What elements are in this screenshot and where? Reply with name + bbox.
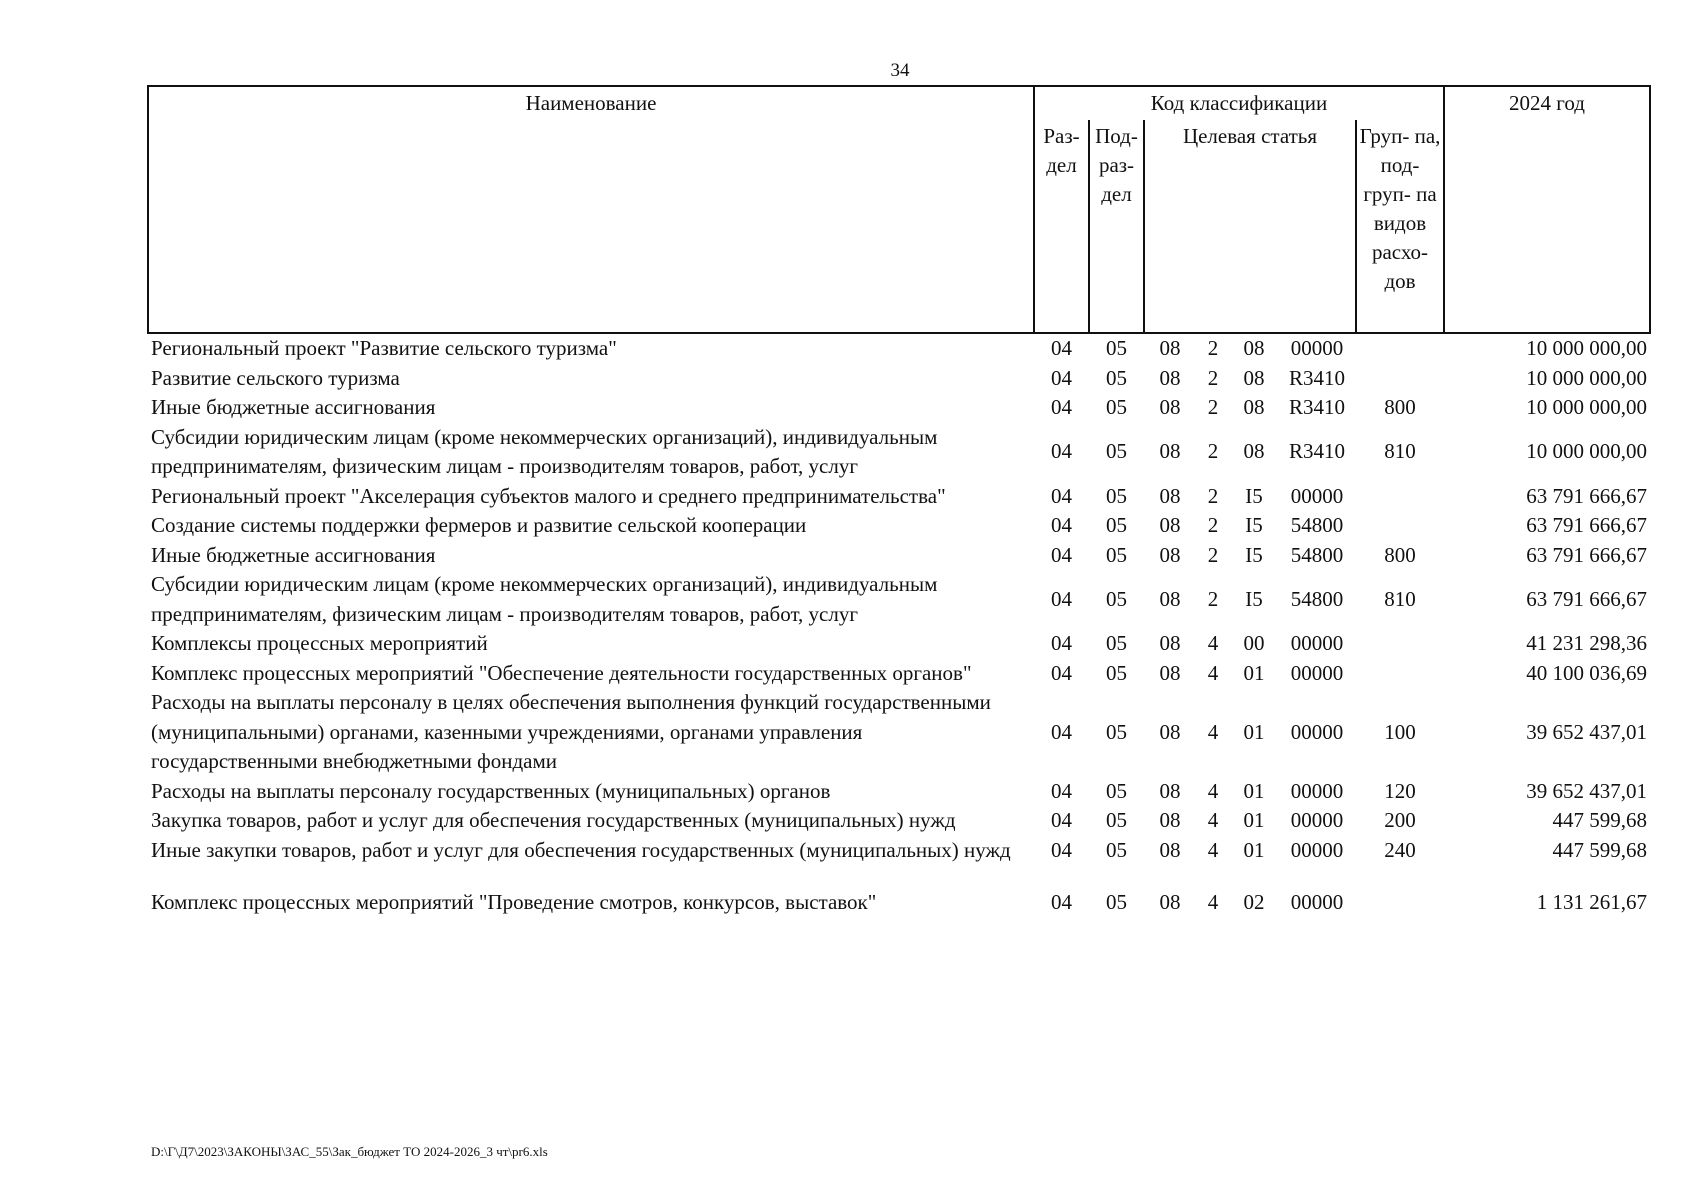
row-expense-type xyxy=(1356,629,1444,659)
row-name: Комплекс процессных мероприятий "Проведение смотров, конкурсов, выставок" xyxy=(151,889,877,914)
row-section: 04 xyxy=(1051,542,1072,567)
row-name: Комплекс процессных мероприятий "Обеспечение деятельности государственных органов" xyxy=(151,660,972,685)
row-section: 04 xyxy=(1051,483,1072,508)
row-target-direction: 00000 xyxy=(1290,837,1344,862)
page-number: 34 xyxy=(890,60,910,81)
row-expense-type xyxy=(1356,511,1444,541)
header-target-article: Целевая статья xyxy=(1144,120,1356,333)
row-target-type: 2 xyxy=(1207,483,1219,508)
row-section: 04 xyxy=(1051,837,1072,862)
row-target-program: 08 xyxy=(1159,483,1181,508)
row-target-type: 4 xyxy=(1207,808,1219,832)
row-amount: 447 599,68 xyxy=(1552,808,1648,832)
table-row xyxy=(148,570,1650,629)
header-year: 2024 год xyxy=(1444,86,1650,333)
row-expense-type xyxy=(1356,364,1444,394)
row-expense-type xyxy=(1356,659,1444,689)
row-target-program: 08 xyxy=(1159,439,1181,464)
row-name: Развитие сельского туризма xyxy=(151,365,400,390)
row-subsection: 05 xyxy=(1106,483,1127,508)
row-target-event: 01 xyxy=(1243,778,1265,803)
row-expense-type: 100 xyxy=(1384,719,1416,744)
row-target-program: 08 xyxy=(1159,660,1181,685)
row-target-direction: 00000 xyxy=(1290,631,1344,655)
row-section: 04 xyxy=(1051,395,1072,419)
row-section: 04 xyxy=(1051,660,1072,685)
row-target-event: I5 xyxy=(1245,483,1263,508)
budget-table xyxy=(147,85,1651,917)
row-target-program: 08 xyxy=(1159,719,1181,744)
row-amount: 10 000 000,00 xyxy=(1526,395,1648,419)
row-expense-type: 810 xyxy=(1384,586,1416,611)
row-subsection: 05 xyxy=(1106,513,1127,537)
row-target-program: 08 xyxy=(1159,336,1181,360)
row-target-program: 08 xyxy=(1159,837,1181,862)
row-subsection: 05 xyxy=(1106,365,1127,390)
table-row xyxy=(148,511,1650,541)
row-section: 04 xyxy=(1051,808,1072,832)
row-name: Региональный проект "Акселерация субъектов малого и среднего предпринимательства" xyxy=(151,483,946,508)
table-row xyxy=(148,865,1650,917)
row-target-program: 08 xyxy=(1159,778,1181,803)
row-section: 04 xyxy=(1051,365,1072,390)
table-row xyxy=(148,806,1650,836)
row-subsection: 05 xyxy=(1106,660,1127,685)
row-target-event: I5 xyxy=(1245,513,1263,537)
row-target-program: 08 xyxy=(1159,542,1181,567)
row-subsection: 05 xyxy=(1106,778,1127,803)
row-name: Региональный проект "Развитие сельского туризма" xyxy=(151,336,617,360)
row-expense-type: 800 xyxy=(1384,542,1416,567)
row-target-event: 02 xyxy=(1243,889,1265,914)
header-subsection: Под- раз- дел xyxy=(1089,120,1144,333)
row-name: Расходы на выплаты персоналу в целях обеспечения выполнения функций государственными (муниципальными) органами, казенными учреждениями, органами управления государственными внебюджетными фондами xyxy=(151,690,991,773)
row-target-direction: 00000 xyxy=(1290,660,1344,685)
row-section: 04 xyxy=(1051,889,1072,914)
row-target-direction: 00000 xyxy=(1290,483,1344,508)
row-target-type: 4 xyxy=(1207,660,1219,685)
table-row xyxy=(148,688,1650,777)
row-target-direction: 00000 xyxy=(1290,808,1344,832)
row-name: Создание системы поддержки фермеров и развитие сельской кооперации xyxy=(151,513,807,537)
row-amount: 1 131 261,67 xyxy=(1536,889,1648,914)
row-amount: 39 652 437,01 xyxy=(1526,719,1648,744)
header-code-group: Код классификации xyxy=(1034,86,1444,120)
row-expense-type: 200 xyxy=(1384,808,1416,832)
row-subsection: 05 xyxy=(1106,395,1127,419)
table-row xyxy=(148,333,1650,364)
row-expense-type xyxy=(1356,865,1444,917)
table-row xyxy=(148,777,1650,807)
file-path: D:\Г\Д7\2023\ЗАКОНЫ\ЗАС_55\Зак_бюджет ТО 2024-2026_3 чт\pr6.xls xyxy=(151,1144,548,1159)
row-section: 04 xyxy=(1051,513,1072,537)
row-amount: 63 791 666,67 xyxy=(1526,513,1648,537)
row-target-direction: R3410 xyxy=(1288,439,1345,464)
row-amount: 40 100 036,69 xyxy=(1526,660,1648,685)
row-target-event: 01 xyxy=(1243,660,1265,685)
row-target-direction: 54800 xyxy=(1290,542,1344,567)
row-expense-type: 800 xyxy=(1384,395,1416,419)
row-section: 04 xyxy=(1051,439,1072,464)
row-target-type: 2 xyxy=(1207,336,1219,360)
row-target-program: 08 xyxy=(1159,395,1181,419)
header-name: Наименование xyxy=(148,86,1034,333)
row-subsection: 05 xyxy=(1106,631,1127,655)
row-target-type: 2 xyxy=(1207,365,1219,390)
table-row xyxy=(148,541,1650,571)
row-target-event: I5 xyxy=(1245,586,1263,611)
row-target-direction: R3410 xyxy=(1288,365,1345,390)
row-target-program: 08 xyxy=(1159,586,1181,611)
row-amount: 10 000 000,00 xyxy=(1526,336,1648,360)
table-body xyxy=(148,333,1650,917)
row-subsection: 05 xyxy=(1106,439,1127,464)
table-row xyxy=(148,836,1650,866)
row-subsection: 05 xyxy=(1106,542,1127,567)
row-target-type: 2 xyxy=(1207,439,1219,464)
row-target-program: 08 xyxy=(1159,808,1181,832)
table-row xyxy=(148,423,1650,482)
row-target-direction: 00000 xyxy=(1290,719,1344,744)
row-target-event: 01 xyxy=(1243,837,1265,862)
row-name: Субсидии юридическим лицам (кроме некоммерческих организаций), индивидуальным предпринимателям, физическим лицам - производителям товаров, работ, услуг xyxy=(151,572,938,626)
table-row xyxy=(148,482,1650,512)
row-amount: 447 599,68 xyxy=(1552,837,1648,862)
row-amount: 63 791 666,67 xyxy=(1526,586,1648,611)
row-subsection: 05 xyxy=(1106,336,1127,360)
row-target-direction: 00000 xyxy=(1290,336,1344,360)
row-subsection: 05 xyxy=(1106,719,1127,744)
row-target-type: 4 xyxy=(1207,837,1219,862)
header-section: Раз- дел xyxy=(1034,120,1089,333)
table-row xyxy=(148,393,1650,423)
row-target-direction: 00000 xyxy=(1290,778,1344,803)
row-target-program: 08 xyxy=(1159,631,1181,655)
row-expense-type: 240 xyxy=(1384,837,1416,862)
table-row xyxy=(148,659,1650,689)
row-subsection: 05 xyxy=(1106,837,1127,862)
row-section: 04 xyxy=(1051,719,1072,744)
row-expense-type: 810 xyxy=(1384,439,1416,464)
row-amount: 63 791 666,67 xyxy=(1526,483,1648,508)
row-target-direction: R3410 xyxy=(1288,395,1345,419)
row-section: 04 xyxy=(1051,631,1072,655)
row-target-event: 01 xyxy=(1243,719,1265,744)
row-target-direction: 54800 xyxy=(1290,586,1344,611)
row-name: Иные бюджетные ассигнования xyxy=(151,542,436,567)
row-name: Расходы на выплаты персоналу государственных (муниципальных) органов xyxy=(151,778,831,803)
row-subsection: 05 xyxy=(1106,889,1127,914)
table-row xyxy=(148,629,1650,659)
row-target-program: 08 xyxy=(1159,513,1181,537)
row-target-event: I5 xyxy=(1245,542,1263,567)
row-target-event: 08 xyxy=(1243,365,1265,390)
row-name: Комплексы процессных мероприятий xyxy=(151,631,488,655)
row-name: Субсидии юридическим лицам (кроме некоммерческих организаций), индивидуальным предпринимателям, физическим лицам - производителям товаров, работ, услуг xyxy=(151,424,938,478)
row-target-event: 00 xyxy=(1243,631,1265,655)
row-target-type: 4 xyxy=(1207,889,1219,914)
row-section: 04 xyxy=(1051,586,1072,611)
row-amount: 10 000 000,00 xyxy=(1526,365,1648,390)
row-target-event: 01 xyxy=(1243,808,1265,832)
row-target-type: 2 xyxy=(1207,395,1219,419)
row-name: Иные бюджетные ассигнования xyxy=(151,395,436,419)
table-row xyxy=(148,364,1650,394)
row-expense-type xyxy=(1356,333,1444,364)
header-expense-group: Груп- па, под- груп- па видов расхо- дов xyxy=(1356,120,1444,333)
row-amount: 41 231 298,36 xyxy=(1526,631,1648,655)
row-target-type: 2 xyxy=(1207,542,1219,567)
row-target-program: 08 xyxy=(1159,365,1181,390)
row-target-event: 08 xyxy=(1243,395,1265,419)
row-target-direction: 54800 xyxy=(1290,513,1344,537)
row-name: Иные закупки товаров, работ и услуг для обеспечения государственных (муниципальных) нужд xyxy=(151,837,1011,862)
row-target-event: 08 xyxy=(1243,336,1265,360)
table-header xyxy=(148,86,1650,333)
row-amount: 63 791 666,67 xyxy=(1526,542,1648,567)
row-target-type: 2 xyxy=(1207,586,1219,611)
row-target-type: 4 xyxy=(1207,778,1219,803)
row-target-type: 4 xyxy=(1207,631,1219,655)
row-subsection: 05 xyxy=(1106,586,1127,611)
row-amount: 39 652 437,01 xyxy=(1526,778,1648,803)
row-target-event: 08 xyxy=(1243,439,1265,464)
row-expense-type: 120 xyxy=(1384,778,1416,803)
row-target-type: 4 xyxy=(1207,719,1219,744)
row-target-type: 2 xyxy=(1207,513,1219,537)
row-target-program: 08 xyxy=(1159,889,1181,914)
row-subsection: 05 xyxy=(1106,808,1127,832)
row-amount: 10 000 000,00 xyxy=(1526,439,1648,464)
row-section: 04 xyxy=(1051,778,1072,803)
row-section: 04 xyxy=(1051,336,1072,360)
row-target-direction: 00000 xyxy=(1290,889,1344,914)
row-expense-type xyxy=(1356,482,1444,512)
row-name: Закупка товаров, работ и услуг для обеспечения государственных (муниципальных) нужд xyxy=(151,808,956,832)
